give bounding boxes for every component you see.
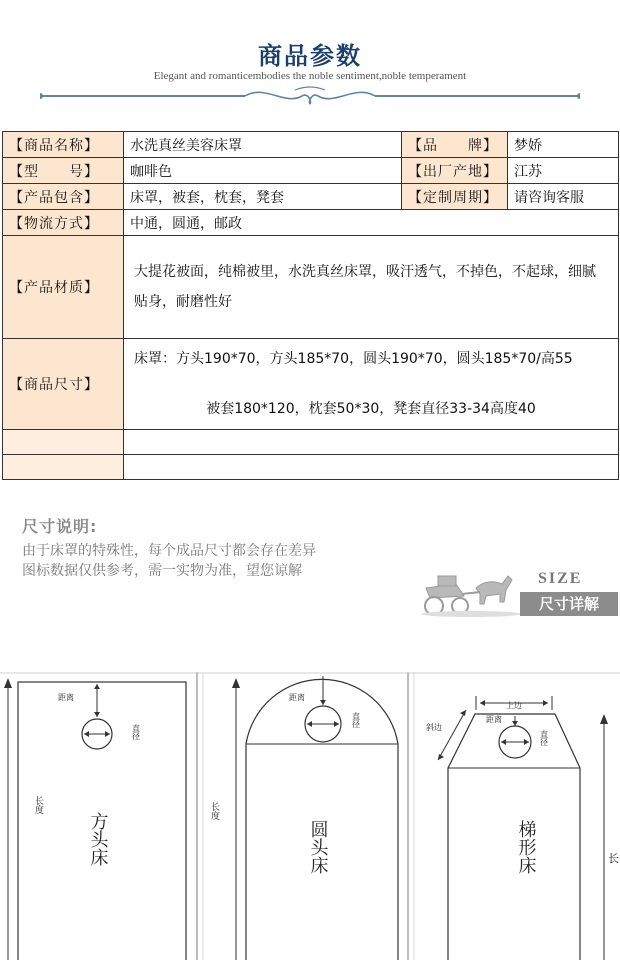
logistics-value: 中通，圆通，邮政 (124, 210, 619, 236)
size-heading-en: SIZE (538, 570, 583, 587)
params-table (2, 131, 619, 480)
size-note-line: 由于床罩的特殊性，每个成品尺寸都会存在差异 (22, 543, 316, 559)
table-row (3, 210, 619, 236)
ornament-divider (40, 86, 580, 108)
trapezoid-top-edge-label: 上边 (506, 701, 522, 710)
package-value: 床罩，被套，枕套，凳套 (124, 184, 402, 210)
round-distance-label: 距离 (289, 693, 305, 702)
name-label: 【商品名称】 (3, 132, 124, 158)
empty-cell (3, 455, 124, 480)
name-value: 水洗真丝美容床罩 (124, 132, 402, 158)
origin-label: 【出厂产地】 (402, 158, 508, 184)
square-length-label: 长度 (33, 796, 43, 814)
trapezoid-bed-label: 梯形床 (515, 820, 537, 874)
page-title: 商品参数 (258, 42, 362, 70)
table-row (3, 236, 619, 339)
material-value: 大提花被面，纯棉被里，水洗真丝床罩，吸汗透气，不掉色，不起球，细腻贴身，耐磨性好 (134, 264, 596, 310)
square-distance-label: 距离 (58, 693, 74, 702)
brand-value: 梦娇 (508, 132, 619, 158)
bed-size-diagram (0, 672, 620, 960)
table-row (3, 339, 619, 430)
model-value: 咖啡色 (124, 158, 402, 184)
table-row (3, 455, 619, 480)
round-bed-label: 圆头床 (307, 820, 329, 874)
size-note-line: 图标数据仅供参考，需一实物为准，望您谅解 (22, 563, 302, 579)
size-value-line1: 床罩：方头190*70，方头185*70，圆头190*70，圆头185*70/高55 (134, 351, 573, 367)
cycle-value: 请咨询客服 (508, 184, 619, 210)
size-heading-cn: 尺寸详解 (520, 592, 618, 616)
round-diameter-label: 直径 (351, 712, 361, 728)
table-row (3, 132, 619, 158)
brand-label: 【品 牌】 (402, 132, 508, 158)
round-length-label: 长度 (209, 802, 219, 820)
origin-value: 江苏 (508, 158, 619, 184)
package-label: 【产品包含】 (3, 184, 124, 210)
empty-cell (3, 430, 124, 455)
square-diameter-label: 直径 (131, 724, 141, 740)
table-row (3, 158, 619, 184)
carriage-icon (416, 566, 526, 618)
logistics-label: 【物流方式】 (3, 210, 124, 236)
trapezoid-length-label: 长 (608, 852, 619, 865)
trapezoid-diameter-label: 直径 (539, 730, 549, 746)
trapezoid-slant-edge-label: 斜边 (426, 723, 442, 732)
model-label: 【型 号】 (3, 158, 124, 184)
page-subtitle: Elegant and romanticembodies the noble sentiment,noble temperament (153, 70, 467, 82)
empty-cell (124, 455, 619, 480)
table-row (3, 184, 619, 210)
material-label: 【产品材质】 (3, 236, 124, 339)
size-value-line2: 被套180*120，枕套50*30，凳套直径33-34高度40 (206, 401, 536, 417)
size-label: 【商品尺寸】 (3, 339, 124, 430)
square-bed-label: 方头床 (87, 812, 109, 866)
trapezoid-distance-label: 距离 (486, 715, 502, 724)
cycle-label: 【定制周期】 (402, 184, 508, 210)
size-note-title: 尺寸说明: (22, 517, 98, 536)
empty-cell (124, 430, 619, 455)
table-row (3, 430, 619, 455)
